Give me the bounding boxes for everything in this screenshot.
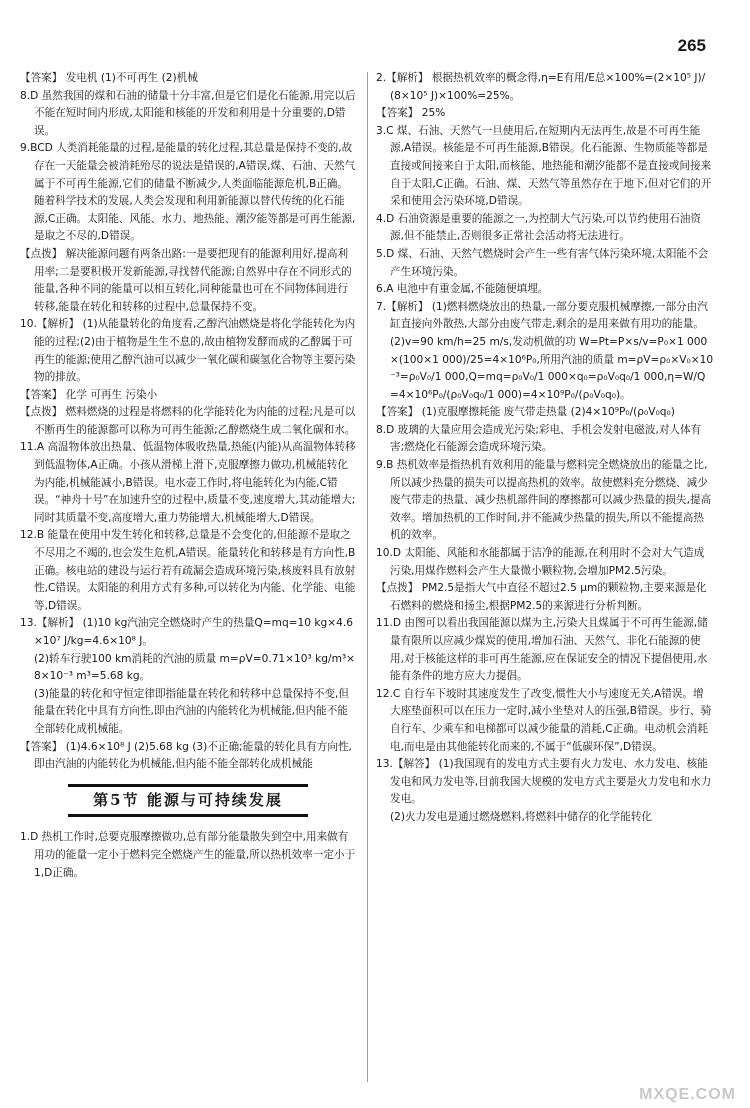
answer-text: 11.A 高温物体放出热量、低温物体吸收热量,热能(内能)从高温物体转移到低温物体,A正确。小孩从滑梯上滑下,克服摩擦力做功,机械能转化为内能,机械能减小,B错误。电水壶工作时,将电能转化为内能,C错误。“神舟十号”在加速升空的过程中,质量不变,速度增大,其动能增大;同时其质量不变,高度增大,重力势能增大,机械能增大,D错误。 (20, 441, 356, 524)
page-number: 265 (677, 36, 706, 55)
answer-text: 9.B 热机效率是指热机有效利用的能量与燃料完全燃烧放出的能量之比,所以减少热量的损失可以提高热机的效率。故使燃料充分燃烧、减少废气带走的热量、减少热机部件间的摩擦都可以减少热量的损失,提高效率。增加热机的工作时间,并不能减少热量的损失,所以不能提高热机的效率。 (376, 459, 712, 542)
left-column (20, 70, 358, 882)
answer-text: 6.A 电池中有重金属,不能随便填埋。 (376, 283, 549, 296)
section-title: 第5节 能源与可持续发展 (68, 784, 308, 818)
answer-text: 【答案】 化学 可再生 污染小 (20, 388, 158, 401)
answer-text: 4.D 石油资源是重要的能源之一,为控制大气污染,可以节约使用石油资源,但不能禁止,否则很多正常社会活动将无法进行。 (376, 212, 701, 243)
answer-text: 【答案】 发电机 (1)不可再生 (2)机械 (20, 72, 198, 84)
answer-text: 【点拨】 解决能源问题有两条出路:一是要把现有的能源利用好,提高利用率;二是要积极开发新能源,寻找替代能源;自然界中存在不同形式的能量,各种不同的能量可以相互转化,同种能量也可在不同物体间进行转移,能量在转化和转移的过程中,总量保持不变。 (20, 247, 352, 313)
answer-text: 【答案】 (1)4.6×10⁸ J (2)5.68 kg (3)不正确;能量的转化具有方向性,即由汽油的内能转化为机械能,但内能不能全部转化成机械能 (20, 740, 352, 771)
answer-text: 9.BCD 人类消耗能量的过程,是能量的转化过程,其总量是保持不变的,故存在一天能量会被消耗殆尽的说法是错误的,A错误,煤、石油、天然气属于不可再生能源,它们的储量不断减少,人类面临能源危机,B正确。随着科学技术的发展,人类会发现和利用新能源以替代传统的化石能源,C正确。太阳能、风能、水力、地热能、潮汐能等都是可再生能源,是取之不尽的,D错误。 (20, 142, 356, 243)
answer-text: (2)火力发电是通过燃烧燃料,将燃料中储存的化学能转化 (390, 810, 653, 823)
answer-text: 3.C 煤、石油、天然气一旦使用后,在短期内无法再生,故是不可再生能源,A错误。核能是不可再生能源,B错误。化石能源、生物质能等都是直接或间接来自于太阳,而核能、地热能和潮汐能都不是直接或间接来自于太阳,C正确。石油、煤、天然气等虽然存在于地下,但对它们的开采和使用会污染环境,D错误。 (376, 124, 712, 208)
answer-text: (2)轿车行驶100 km消耗的汽油的质量 m=ρV=0.71×10³ kg/m³×8×10⁻³ m³=5.68 kg。 (34, 652, 356, 683)
answer-text: 5.D 煤、石油、天然气燃烧时会产生一些有害气体污染环境,太阳能不会产生环境污染。 (376, 247, 709, 278)
answer-text: 10.【解析】 (1)从能量转化的角度看,乙醇汽油燃烧是将化学能转化为内能的过程;(2)由于植物是生生不息的,故由植物发酵而成的乙醇属于可再生的能源;使用乙醇汽油可以减少一氧化碳和碳氢化合物等主要污染物的排放。 (20, 318, 356, 384)
answer-text: 2.【解析】 根据热机效率的概念得,η=E有用/E总×100%=(2×10⁵ J)/(8×10⁵ J)×100%=25%。 (376, 72, 706, 102)
right-column (376, 70, 714, 827)
watermark: MXQE.COM (639, 1086, 736, 1103)
answer-text: 【答案】 (1)克服摩擦耗能 废气带走热量 (2)4×10⁹P₀/(ρ₀V₀q₀) (376, 406, 675, 419)
answer-text: 11.D 由图可以看出我国能源以煤为主,污染大且煤属于不可再生能源,储量有限所以应减少煤炭的使用,增加石油、天然气、非化石能源的使用,对于核能这样的非可再生能源,应在保证安全的情况下提倡使用,水能有条件的地方应大力提倡。 (376, 617, 708, 683)
column-divider (367, 72, 368, 1082)
answer-text: 8.D 玻璃的大量应用会造成光污染;彩电、手机会发射电磁波,对人体有害;燃烧化石能源会造成环境污染。 (376, 423, 702, 454)
answer-text: 13.【解析】 (1)10 kg汽油完全燃烧时产生的热量Q=mq=10 kg×4.6×10⁷ J/kg=4.6×10⁸ J。 (20, 617, 353, 647)
answer-text: (3)能量的转化和守恒定律即指能量在转化和转移中总量保持不变,但能量在转化中具有方向性,即由汽油的内能转化为机械能,但内能不能全部转化成机械能。 (34, 687, 349, 735)
answer-text: 【点拨】 燃料燃烧的过程是将燃料的化学能转化为内能的过程;凡是可以不断再生的能源都可以称为可再生能源;乙醇燃烧生成二氧化碳和水。 (20, 406, 356, 436)
answer-text: 【点拨】 PM2.5是指大气中直径不超过2.5 μm的颗粒物,主要来源是化石燃料的燃烧和扬尘,根据PM2.5的来源进行分析判断。 (376, 582, 707, 612)
answer-text: 10.D 太阳能、风能和水能都属于洁净的能源,在利用时不会对大气造成污染,用煤作燃料会产生大量微小颗粒物,会增加PM2.5污染。 (376, 547, 705, 577)
answer-text: 12.B 能量在使用中发生转化和转移,总量是不会变化的,但能源不是取之不尽用之不竭的,也会发生危机,A错误。能量转化和转移是有方向性,B正确。核电站的建设与运行若有疏漏会造成环境污染,核废料具有放射性,C错误。太阳能的利用方式有多种,可以转化为内能、化学能、电能等,D错误。 (20, 529, 356, 612)
answer-text: 1.D 热机工作时,总要克服摩擦做功,总有部分能量散失到空中,用来做有用功的能量一定小于燃料完全燃烧产生的能量,所以热机效率一定小于1,D正确。 (20, 831, 356, 879)
answer-text: 13.【解答】 (1)我国现有的发电方式主要有火力发电、水力发电、核能发电和风力发电等,目前我国大规模的发电方式主要是火力发电和水力发电。 (376, 758, 712, 806)
answer-text: 8.D 虽然我国的煤和石油的储量十分丰富,但是它们是化石能源,用完以后不能在短时间内形成,太阳能和核能的开发和利用是十分重要的,D错误。 (20, 89, 356, 137)
answer-text: 【答案】 25% (376, 107, 446, 120)
answer-text: 12.C 自行车下坡时其速度发生了改变,惯性大小与速度无关,A错误。增大座垫面积可以在压力一定时,减小坐垫对人的压强,B错误。步行、骑自行车、少乘车和电梯都可以减少能量的消耗,C正确。电动机会消耗电,而电是由其他能转化而来的,不属于“低碳环保”,D错误。 (376, 687, 712, 753)
answer-text: 7.【解析】 (1)燃料燃烧放出的热量,一部分要克服机械摩擦,一部分由汽缸直接向外散热,大部分由废气带走,剩余的是用来做有用功的能量。(2)v=90 km/h=25 m/s,发动机做的功 W=Pt=P×s/v=P₀×1 000×(100×1 000)/25=4×10⁶P₀,所用汽油的质量 m=ρV=ρ₀×V₀×10⁻³=ρ₀V₀/1 000,Q=mq=ρ₀V₀/1 000×q₀=ρ₀V₀q₀/1 000,η=W/Q=4×10⁶P₀/(ρ₀V₀q₀/1 000)=4×10⁹P₀/(ρ₀V₀q₀)。 (376, 300, 714, 401)
